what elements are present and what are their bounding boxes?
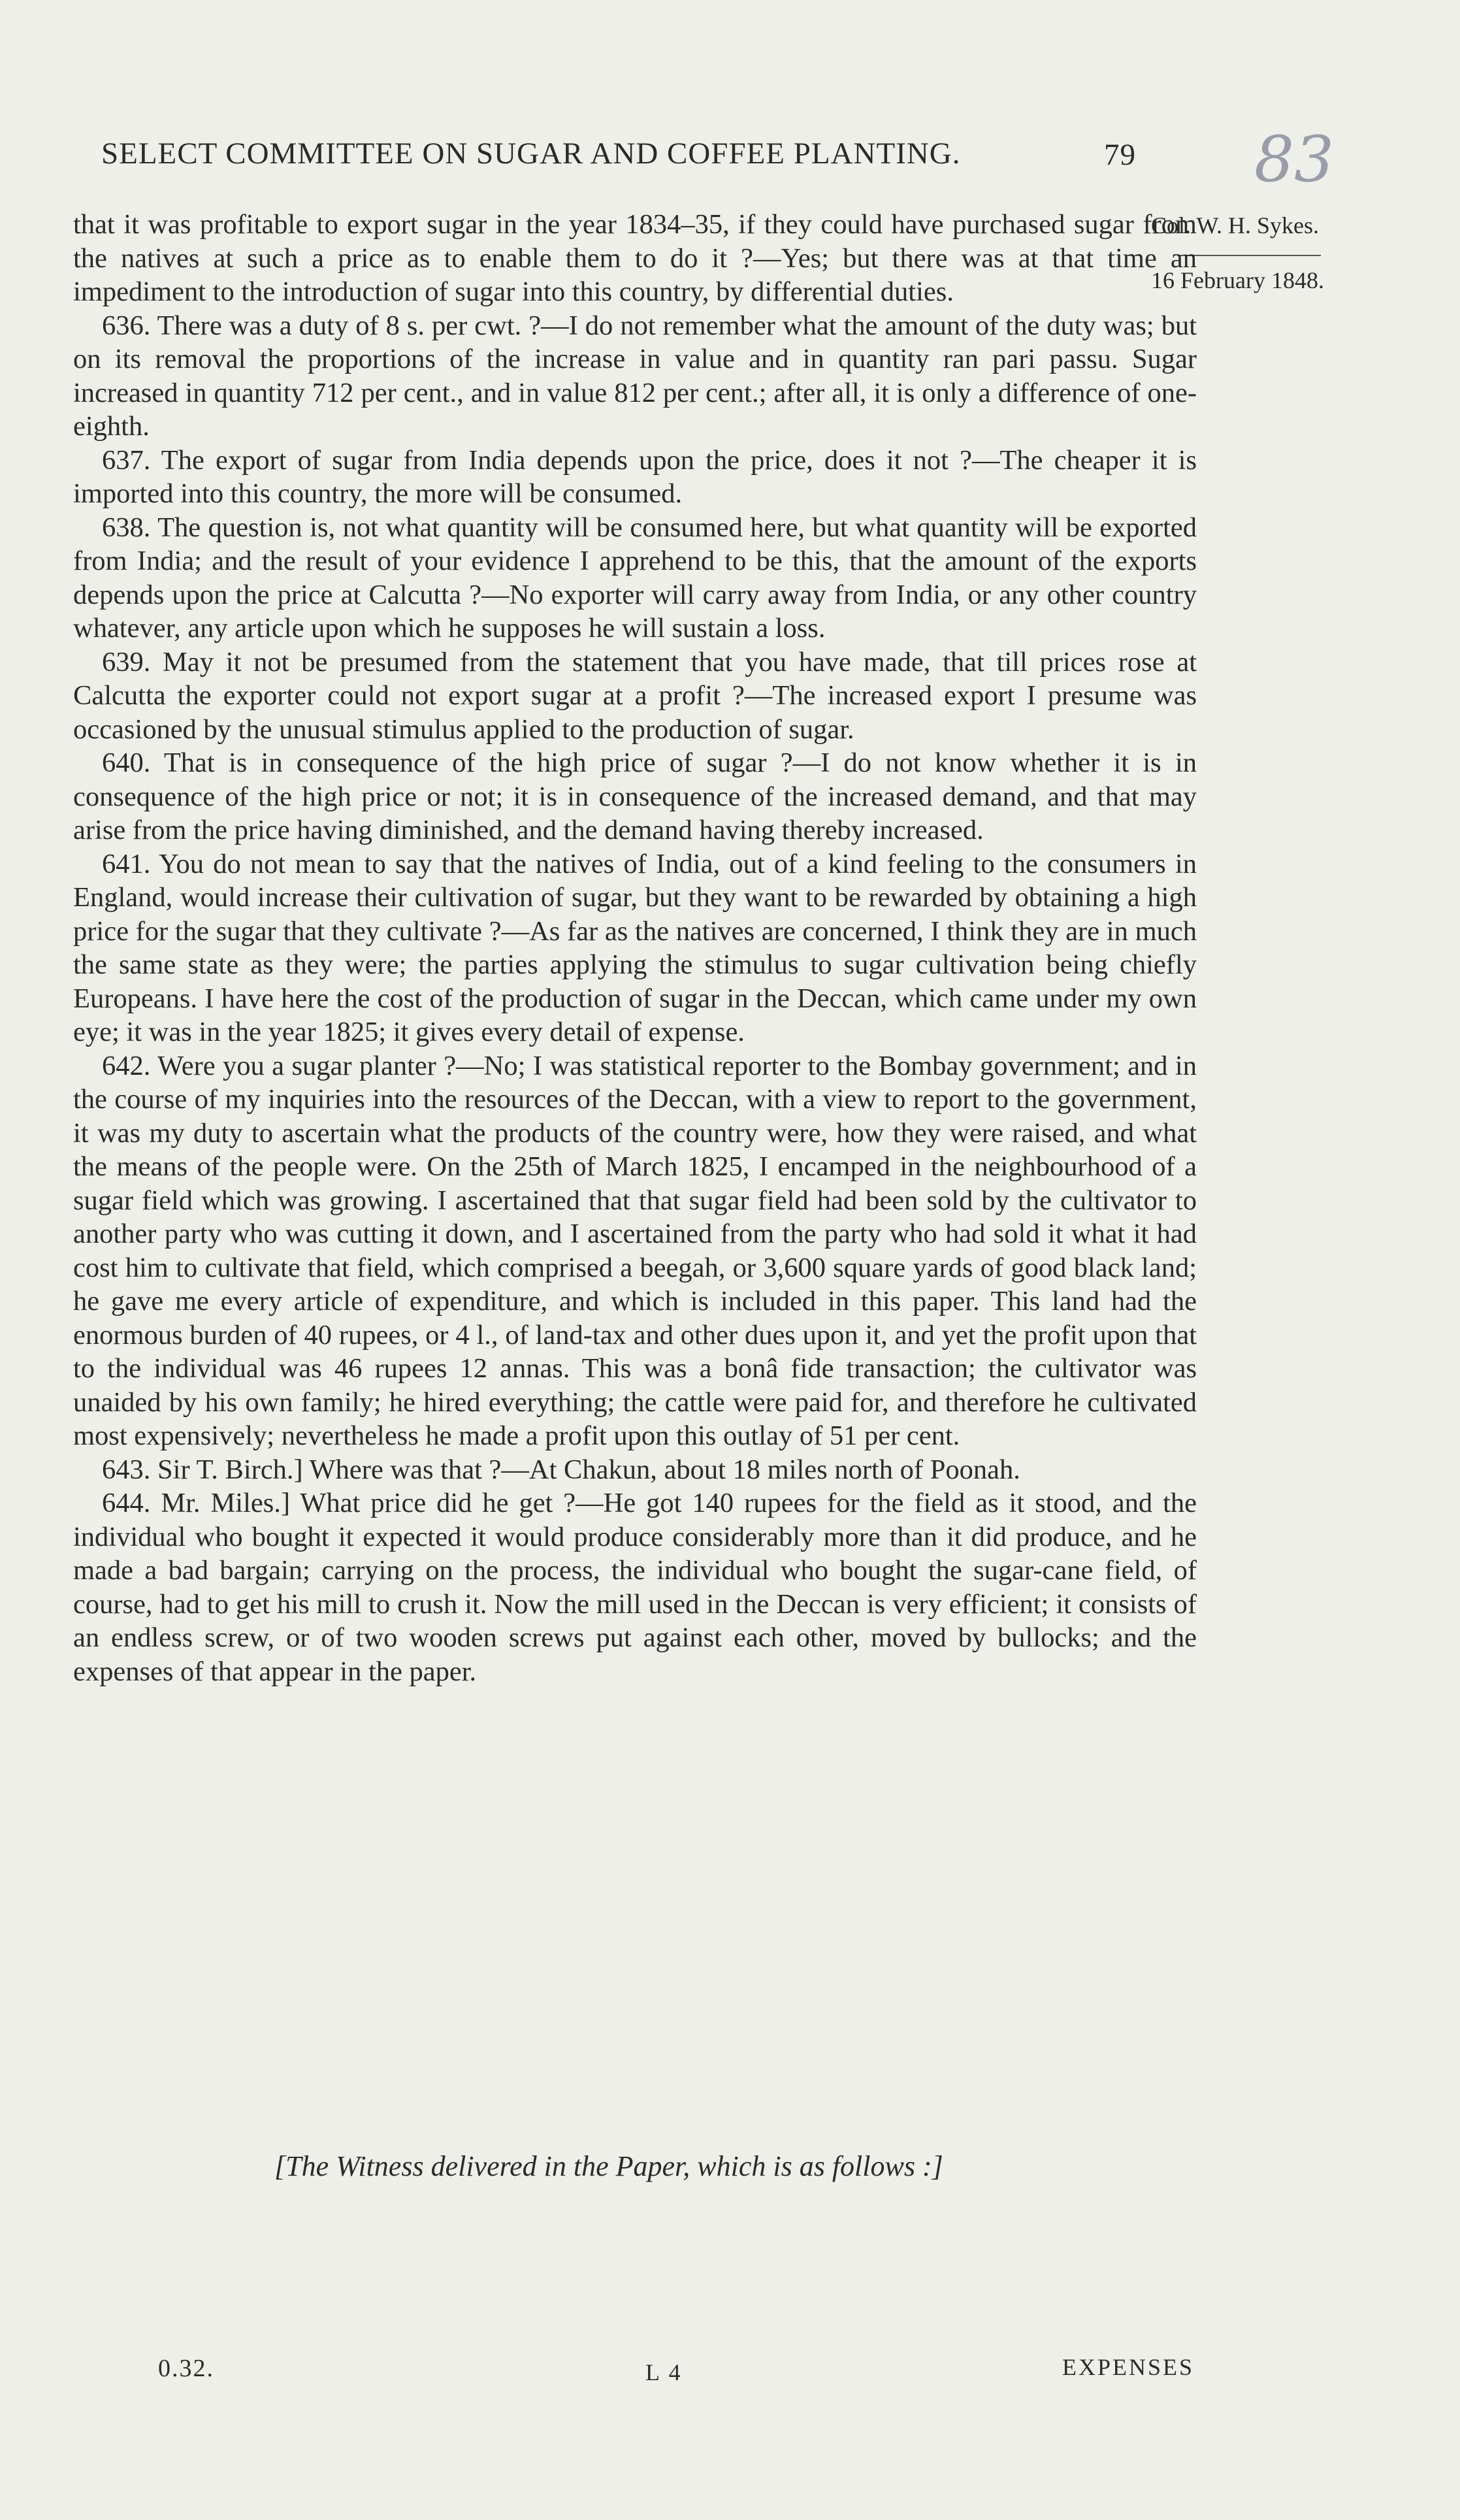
paragraph: [73, 1486, 1197, 1688]
footer-left: 0.32.: [158, 2355, 214, 2382]
paragraph-text: You do not mean to say that the natives of India, out of a kind feeling to the consumers in England, would increase their cultivation of sugar, but they want to be rewarded by obtaining a high price for the sugar that they cultivate ?—As far as the natives are concerned, I think they are in much the same state as they were; the parties applying the stimulus to sugar cultivation being chiefly Europeans. I have here the cost of the production of sugar in the Deccan, which came under my own eye; it was in the year 1825; it gives every detail of expense.: [73, 848, 1197, 1047]
paragraph: [73, 1049, 1197, 1453]
paragraph-text: There was a duty of 8 s. per cwt. ?—I do not remember what the amount of the duty was; but on its removal the proportions of the increase in value and in quantity ran pari passu. Sugar increased in quantity 712 per cent., and in value 812 per cent.; after all, it is only a difference of one-eighth.: [73, 310, 1197, 442]
paragraph-text: The question is, not what quantity will be consumed here, but what quantity will be exported from India; and the result of your evidence I apprehend to be this, that the amount of the exports depends upon the price at Calcutta ?—No exporter will carry away from India, or any other country whatever, any article upon which he supposes he will sustain a loss.: [73, 512, 1197, 644]
paragraph-text: The export of sugar from India depends upon the price, does it not ?—The cheaper it is imported into this country, the more will be consumed.: [73, 444, 1197, 509]
paragraph: [73, 1453, 1197, 1487]
paragraph-number: 644.: [102, 1488, 151, 1518]
paragraph-text: Were you a sugar planter ?—No; I was statistical reporter to the Bombay government; and in the course of my inquiries into the resources of the Deccan, with a view to report to the government, it was my duty to ascertain what the products of the country were, how they were raised, and what the means of the people were. On the 25th of March 1825, I encamped in the neighbourhood of a sugar field which was growing. I ascertained that that sugar field had been sold by the cultivator to another party who was cutting it down, and I ascertained from the party who had sold it what it had cost him to cultivate that field, which comprised a beegah, or 3,600 square yards of good black land; he gave me every article of expenditure, and which is included in this paper. This land had the enormous burden of 40 rupees, or 4 l., of land-tax and other dues upon it, and yet the profit upon that to the individual was 46 rupees 12 annas. This was a bonâ fide transaction; the cultivator was unaided by his own family; he hired everything; the cattle were paid for, and therefore he cultivated most expensively; nevertheless he made a profit upon this outlay of 51 per cent.: [73, 1050, 1197, 1451]
running-head: [101, 136, 1140, 171]
paragraph: [73, 208, 1197, 309]
witness-name: Col. W. H. Sykes.: [1151, 212, 1320, 238]
paragraph: [73, 309, 1197, 444]
paragraph-number: 639.: [102, 646, 151, 678]
paragraph-number: 637.: [102, 444, 151, 476]
paragraph-text: Mr. Miles.] What price did he get ?—He got 140 rupees for the field as it stood, and the individual who bought it expected it would produce considerably more than it did produce, and he made a bad bargain; carrying on the process, the individual who bought the sugar-cane field, of course, had to get his mill to crush it. Now the mill used in the Deccan is very efficient; it consists of an endless screw, or of two wooden screws put against each other, moved by bullocks; and the expenses of that appear in the paper.: [73, 1488, 1197, 1687]
paragraph-text: May it not be presumed from the statement that you have made, that till prices rose at Calcutta the exporter could not export sugar at a profit ?—The increased export I presume was occasioned by the unusual stimulus applied to the production of sugar.: [73, 646, 1197, 745]
paragraph-number: 642.: [102, 1050, 151, 1081]
paragraph-number: 643.: [102, 1454, 151, 1485]
margin-rule: [1177, 255, 1321, 256]
paragraph-number: 641.: [102, 848, 151, 879]
paragraph: [73, 847, 1197, 1049]
page-number: 79: [1104, 138, 1136, 172]
paragraph: [73, 646, 1197, 747]
body-text: [73, 208, 1197, 1688]
paragraph: [73, 746, 1197, 847]
catchword: EXPENSES: [1062, 2354, 1195, 2380]
handwritten-folio-number: 83: [1254, 123, 1335, 196]
paragraph-text: Sir T. Birch.] Where was that ?—At Chakun, about 18 miles north of Poonah.: [157, 1454, 1020, 1485]
paragraph-text: That is in consequence of the high price of sugar ?—I do not know whether it is in consequence of the high price or not; it is in consequence of the increased demand, and that may arise from the price having diminished, and the demand having thereby increased.: [73, 747, 1197, 845]
page-title: SELECT COMMITTEE ON SUGAR AND COFFEE PLANTING.: [101, 137, 961, 171]
witness-note: [The Witness delivered in the Paper, which is as follows :]: [274, 2150, 943, 2182]
signature-mark: L 4: [645, 2359, 683, 2385]
paragraph-number: 636.: [102, 310, 151, 341]
paragraph: [73, 511, 1197, 646]
paragraph-number: 640.: [102, 747, 151, 778]
paragraph-number: 638.: [102, 512, 151, 543]
paragraph: [73, 444, 1197, 511]
paragraph-text: that it was profitable to export sugar in the year 1834–35, if they could have purchased sugar from the natives at such a price as to enable them to do it ?—Yes; but there was at that time an impediment to the introduction of sugar into this country, by differential duties.: [73, 209, 1197, 307]
witness-date: 16 February 1848.: [1151, 267, 1324, 293]
